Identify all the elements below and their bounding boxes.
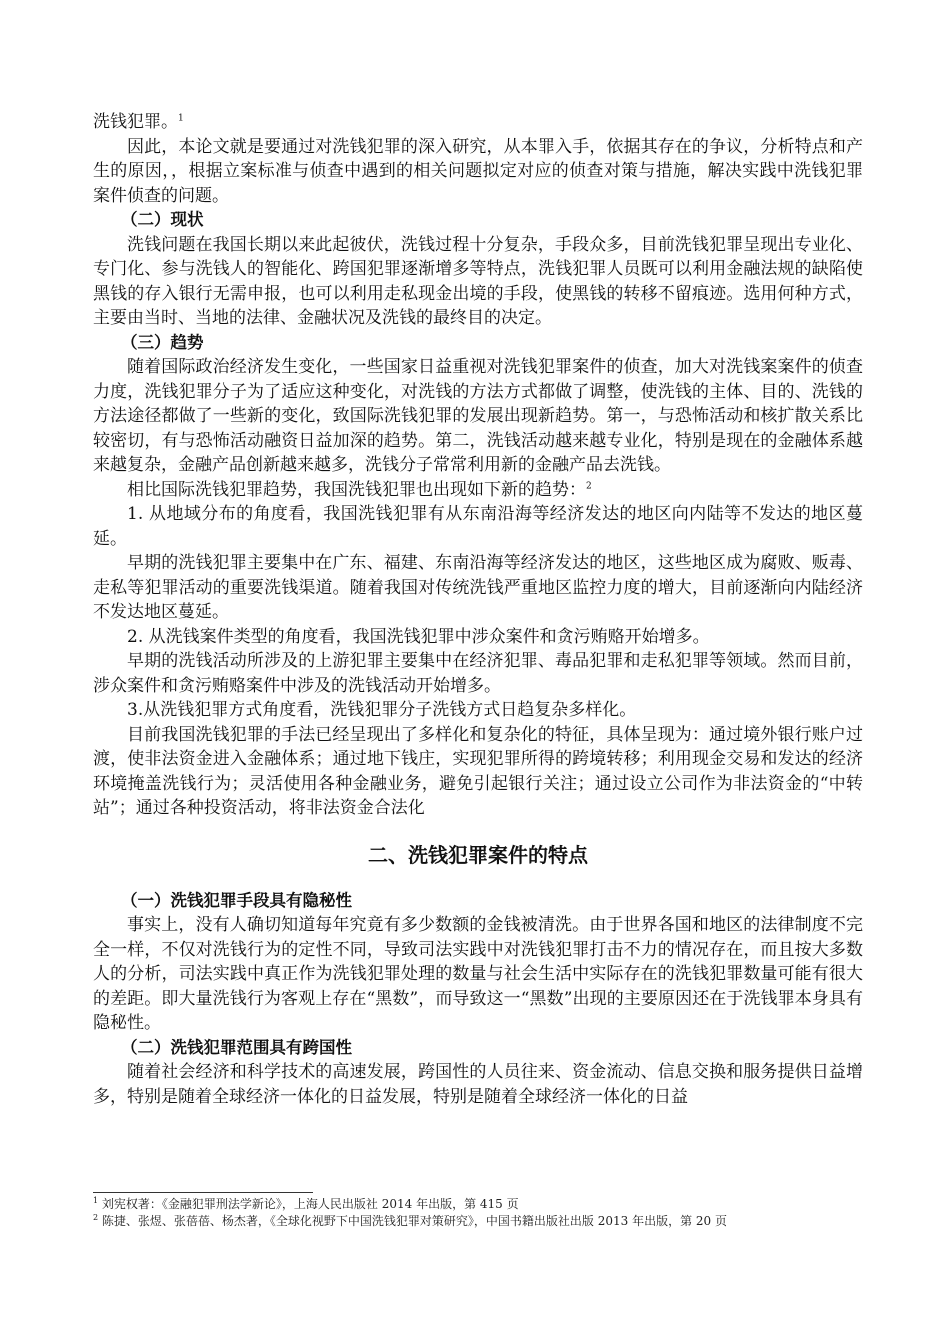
footnote-ref-2[interactable]: 2 xyxy=(586,480,592,491)
paragraph-text: 相比国际洗钱犯罪趋势，我国洗钱犯罪也出现如下新的趋势： xyxy=(127,479,586,500)
document-body xyxy=(93,110,863,1109)
footnote-separator xyxy=(93,1192,313,1193)
subheading-transnational: （二）洗钱犯罪范围具有跨国性 xyxy=(121,1037,352,1057)
list-item: 3.从洗钱犯罪方式角度看，洗钱犯罪分子洗钱方式日趋复杂多样化。 xyxy=(127,700,637,720)
paragraph: 早期的洗钱活动所涉及的上游犯罪主要集中在经济犯罪、毒品犯罪和走私犯罪等领域。然而目前，涉众案件和贪污贿赂案件中涉及的洗钱活动开始增多。 xyxy=(93,651,863,696)
subheading-hidden: （一）洗钱犯罪手段具有隐秘性 xyxy=(121,890,352,910)
subheading-trend: （三）趋势 xyxy=(121,332,204,352)
paragraph: 事实上，没有人确切知道每年究竟有多少数额的金钱被清洗。由于世界各国和地区的法律制度不完全一样，不仅对洗钱行为的定性不同，导致司法实践中对洗钱犯罪打击不力的情况存在，而且按大多数人的分析，司法实践中真正作为洗钱犯罪处理的数量与社会生活中实际存在的洗钱犯罪数量可能有很大的差距。即大量洗钱行为客观上存在“黑数”，而导致这一“黑数”出现的主要原因还在于洗钱罪本身具有隐秘性。 xyxy=(93,915,863,1033)
footnote-marker: 2 xyxy=(93,1213,99,1222)
paragraph: 洗钱问题在我国长期以来此起彼伏，洗钱过程十分复杂，手段众多，目前洗钱犯罪呈现出专业化、专门化、参与洗钱人的智能化、跨国犯罪逐渐增多等特点，洗钱犯罪人员既可以利用金融法规的缺陷使黑钱的存入银行无需申报，也可以利用走私现金出境的手段，使黑钱的转移不留痕迹。选用何种方式，主要由当时、当地的法律、金融状况及洗钱的最终目的决定。 xyxy=(93,234,863,328)
footnote-text: 陈捷、张煜、张蓓蓓、杨杰著，《全球化视野下中国洗钱犯罪对策研究》，中国书籍出版社出版 2013 年出版，第 20 页 xyxy=(101,1214,727,1228)
section-title: 二、洗钱犯罪案件的特点 xyxy=(368,842,588,867)
paragraph: 目前我国洗钱犯罪的手法已经呈现出了多样化和复杂化的特征，具体呈现为：通过境外银行账户过渡，使非法资金进入金融体系；通过地下钱庄，实现犯罪所得的跨境转移；利用现金交易和发达的经济环境掩盖洗钱行为；灵活使用各种金融业务，避免引起银行关注；通过设立公司作为非法资金的“中转站”；通过各种投资活动，将非法资金合法化 xyxy=(93,724,863,818)
footnote-marker: 1 xyxy=(93,1196,99,1205)
paragraph: 随着社会经济和科学技术的高速发展，跨国性的人员往来、资金流动、信息交换和服务提供日益增多，特别是随着全球经济一体化的日益发展，特别是随着全球经济一体化的日益 xyxy=(93,1062,863,1107)
footnotes xyxy=(93,1196,893,1230)
paragraph: 因此，本论文就是要通过对洗钱犯罪的深入研究，从本罪入手，依据其存在的争议，分析特点和产生的原因，，根据立案标准与侦查中遇到的相关问题拟定对应的侦查对策与措施，解决实践中洗钱犯罪案件侦查的问题。 xyxy=(93,136,863,206)
subheading-status: （二）现状 xyxy=(121,210,204,229)
paragraph-continuation xyxy=(93,110,863,135)
list-item: 2. 从洗钱案件类型的角度看，我国洗钱犯罪中涉众案件和贪污贿赂开始增多。 xyxy=(127,626,710,647)
list-item: 1. 从地域分布的角度看，我国洗钱犯罪有从东南沿海等经济发达的地区向内陆等不发达的地区蔓延。 xyxy=(93,504,863,549)
paragraph: 随着国际政治经济发生变化，一些国家日益重视对洗钱犯罪案件的侦查，加大对洗钱案案件的侦查力度，洗钱犯罪分子为了适应这种变化，对洗钱的方法方式都做了调整，使洗钱的主体、目的、洗钱的方法途径都做了一些新的变化，致国际洗钱犯罪的发展出现新趋势。第一，与恐怖活动和核扩散关系比较密切，有与恐怖活动融资日益加深的趋势。第二，洗钱活动越来越专业化，特别是现在的金融体系越来越复杂，金融产品创新越来越多，洗钱分子常常利用新的金融产品去洗钱。 xyxy=(93,357,863,475)
footnote-1 xyxy=(93,1196,893,1213)
paragraph xyxy=(93,478,863,503)
footnote-ref-1[interactable]: 1 xyxy=(178,113,184,124)
footnote-2 xyxy=(93,1213,893,1230)
paragraph: 早期的洗钱犯罪主要集中在广东、福建、东南沿海等经济发达的地区，这些地区成为腐败、贩毒、走私等犯罪活动的重要洗钱渠道。随着我国对传统洗钱严重地区监控力度的增大，目前逐渐向内陆经济不发达地区蔓延。 xyxy=(93,553,863,622)
paragraph-text: 洗钱犯罪。 xyxy=(93,112,178,132)
footnote-text: 刘宪权著：《金融犯罪刑法学新论》，上海人民出版社 2014 年出版，第 415 页 xyxy=(101,1197,519,1211)
